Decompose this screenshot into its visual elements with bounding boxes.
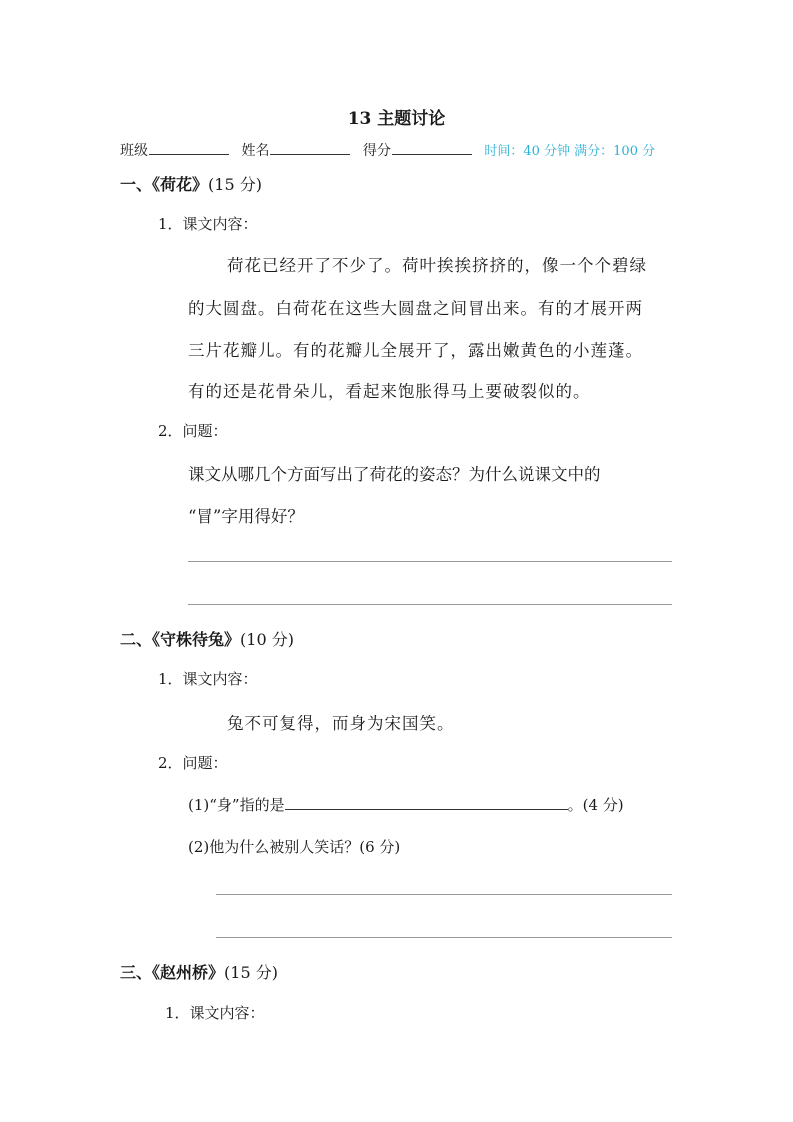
class-label: 班级	[120, 143, 148, 159]
name-label: 姓名	[241, 143, 270, 159]
header-info-row	[120, 140, 655, 160]
section-1-question-line: 课文从哪几个方面写出了荷花的姿态？为什么说课文中的	[188, 465, 601, 484]
section-1-passage-line: 有的还是花骨朵儿，看起来饱胀得马上要破裂似的。	[188, 382, 591, 401]
page-title: 13 主题讨论	[347, 109, 446, 129]
section-2-subquestion-1	[188, 794, 624, 815]
section-1-points: (15 分)	[208, 175, 262, 194]
section-1-question-line: “冒”字用得好？	[188, 507, 304, 526]
name-field[interactable]	[270, 140, 350, 155]
section-2-passage-line: 兔不可复得，而身为宋国笑。	[227, 714, 455, 733]
answer-line[interactable]	[188, 561, 672, 562]
time-score-info: 时间：40 分钟 满分：100 分	[484, 144, 656, 159]
section-3-title: 三、《赵州桥》	[120, 963, 225, 982]
answer-line[interactable]	[216, 894, 672, 895]
section-1-passage-line: 荷花已经开了不少了。荷叶挨挨挤挤的，像一个个碧绿	[227, 256, 647, 275]
section-1-content-label: 1．课文内容：	[158, 215, 258, 233]
section-2-points: (10 分)	[240, 630, 294, 649]
subquestion-1-blank[interactable]	[285, 794, 568, 810]
section-2-heading	[120, 627, 294, 650]
section-1-title: 一、《荷花》	[120, 175, 209, 194]
section-2-subquestion-2: (2)他为什么被别人笑话？(6 分)	[188, 838, 401, 856]
section-3-points: (15 分)	[224, 963, 278, 982]
answer-line[interactable]	[216, 937, 672, 938]
section-1-heading	[120, 172, 262, 195]
section-2-question-label: 2．问题：	[158, 754, 228, 772]
subquestion-1-suffix: 。(4 分)	[567, 796, 624, 814]
section-1-passage-line: 三片花瓣儿。有的花瓣儿全展开了，露出嫩黄色的小莲蓬。	[188, 341, 643, 360]
score-field[interactable]	[392, 140, 472, 155]
section-2-title: 二、《守株待兔》	[120, 630, 241, 649]
subquestion-1-prefix: (1)“身”指的是	[188, 796, 285, 814]
answer-line[interactable]	[188, 604, 672, 605]
section-1-passage-line: 的大圆盘。白荷花在这些大圆盘之间冒出来。有的才展开两	[188, 299, 643, 318]
score-label: 得分	[362, 143, 391, 159]
class-field[interactable]	[149, 140, 229, 155]
section-3-content-label: 1．课文内容：	[165, 1004, 265, 1022]
section-3-heading	[120, 960, 278, 983]
section-2-content-label: 1．课文内容：	[158, 670, 258, 688]
section-1-question-label: 2．问题：	[158, 422, 228, 440]
